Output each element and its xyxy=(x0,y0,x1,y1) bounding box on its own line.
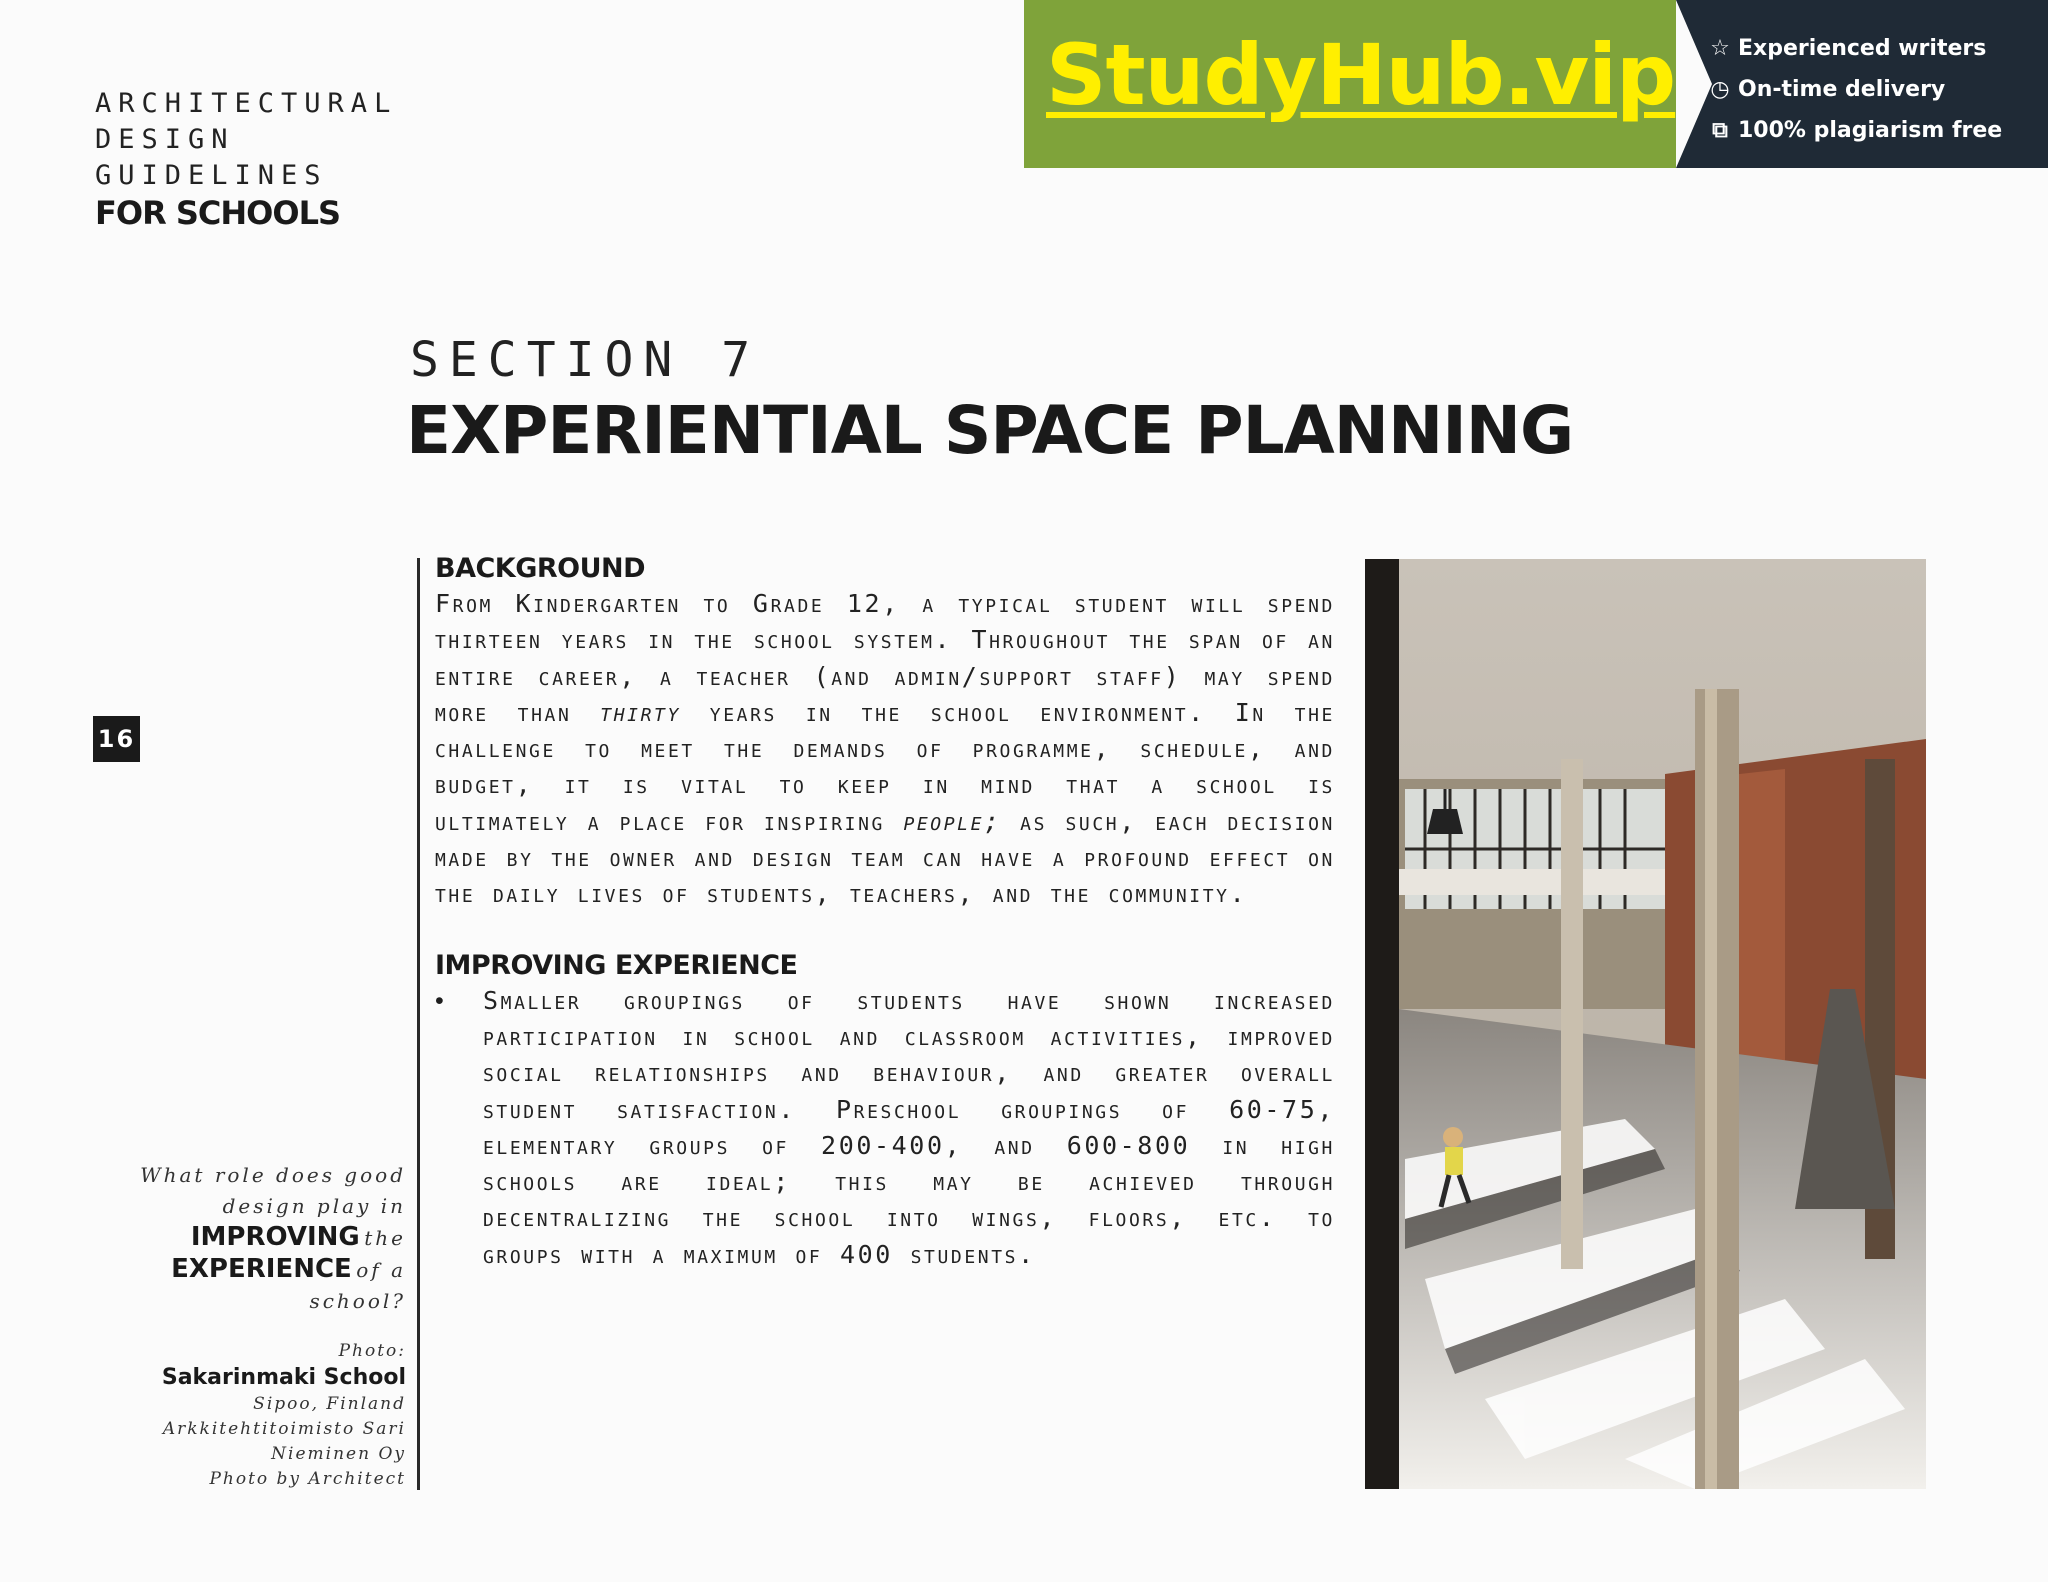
promo-banner[interactable] xyxy=(1024,0,2048,168)
architect-line-2: Nieminen Oy xyxy=(271,1444,406,1464)
banner-features xyxy=(1708,28,2002,151)
feature-label: 100% plagiarism free xyxy=(1738,118,2003,143)
feature-label: On-time delivery xyxy=(1738,77,1946,102)
school-name: Sakarinmaki School xyxy=(161,1365,406,1390)
caption-line: What role does good xyxy=(140,1163,406,1187)
caption-bold: IMPROVING xyxy=(190,1222,360,1252)
photo-credit xyxy=(80,1339,406,1492)
clock-icon: ◷ xyxy=(1710,77,1730,102)
spacer xyxy=(435,913,1335,949)
bullet-item xyxy=(435,983,1335,1273)
series-line-2: DESIGN GUIDELINES xyxy=(95,124,328,191)
emphasis: people; xyxy=(903,806,1002,836)
photo-illustration xyxy=(1365,559,1926,1489)
bullet-text: Smaller groupings of students have shown increased participation in school and classroom activities, improved social relationships and behaviour, and greater overall student satisfaction. Preschool groupings of 60-75, elementary groups of 200-400, and 600-800 in high schools are ideal; this may be achieved through decentralizing the school into wings, floors, etc. to groups with a maximum of 400 students. xyxy=(483,985,1335,1269)
background-paragraph xyxy=(435,586,1335,913)
text-run: From Kindergarten to Grade 12, a typical student will spend thirteen years in the school system. Throughout the span of an entire career, a teacher (and admin/support staff) may spend more than xyxy=(435,589,1335,727)
text-run: as such, each decision made by the owner and design team can have a profound effect on the daily lives of students, teachers, and the community. xyxy=(435,806,1335,909)
feature-delivery xyxy=(1708,69,2002,110)
section-title: EXPERIENTIAL SPACE PLANNING xyxy=(406,392,1574,469)
caption-bold: EXPERIENCE xyxy=(171,1254,352,1284)
feature-label: Experienced writers xyxy=(1738,36,1987,61)
divider-rule xyxy=(417,558,420,1490)
side-caption xyxy=(80,1160,406,1492)
series-line-3: FOR SCHOOLS xyxy=(95,194,340,232)
architect-line-1: Arkkitehtitoimisto Sari xyxy=(162,1419,406,1439)
star-icon: ☆ xyxy=(1710,36,1730,61)
copy-icon: ⧉ xyxy=(1712,118,1728,143)
feature-plagiarism xyxy=(1708,110,2002,151)
background-heading: BACKGROUND xyxy=(435,553,646,584)
caption-line: design play in xyxy=(222,1194,406,1218)
page-number: 16 xyxy=(93,716,140,762)
text-run: years in the school environment. In the challenge to meet the demands of programme, schedule, and budget, it is vital to keep in mind that a school is ultimately a place for inspiring xyxy=(435,697,1335,836)
banner-green-panel xyxy=(1024,0,1676,168)
caption-italic: the xyxy=(364,1226,406,1250)
section-label: SECTION 7 xyxy=(410,332,761,388)
school-interior-photo xyxy=(1365,559,1926,1489)
series-title xyxy=(95,86,405,232)
banner-logo[interactable]: StudyHub.vip xyxy=(1046,26,1676,124)
emphasis: thirty xyxy=(600,697,681,727)
school-location: Sipoo, Finland xyxy=(253,1394,406,1414)
photo-label: Photo: xyxy=(338,1341,406,1361)
caption-line xyxy=(80,1254,406,1286)
body-column xyxy=(435,552,1335,1273)
improving-heading: IMPROVING EXPERIENCE xyxy=(435,949,798,981)
bullet-icon: • xyxy=(435,986,444,1015)
caption-italic: of a xyxy=(356,1258,406,1282)
caption-line: school? xyxy=(309,1289,406,1313)
caption-line xyxy=(80,1222,406,1254)
photo-credit-line: Photo by Architect xyxy=(209,1469,406,1489)
series-line-1: ARCHITECTURAL xyxy=(95,88,398,119)
feature-writers xyxy=(1708,28,2002,69)
